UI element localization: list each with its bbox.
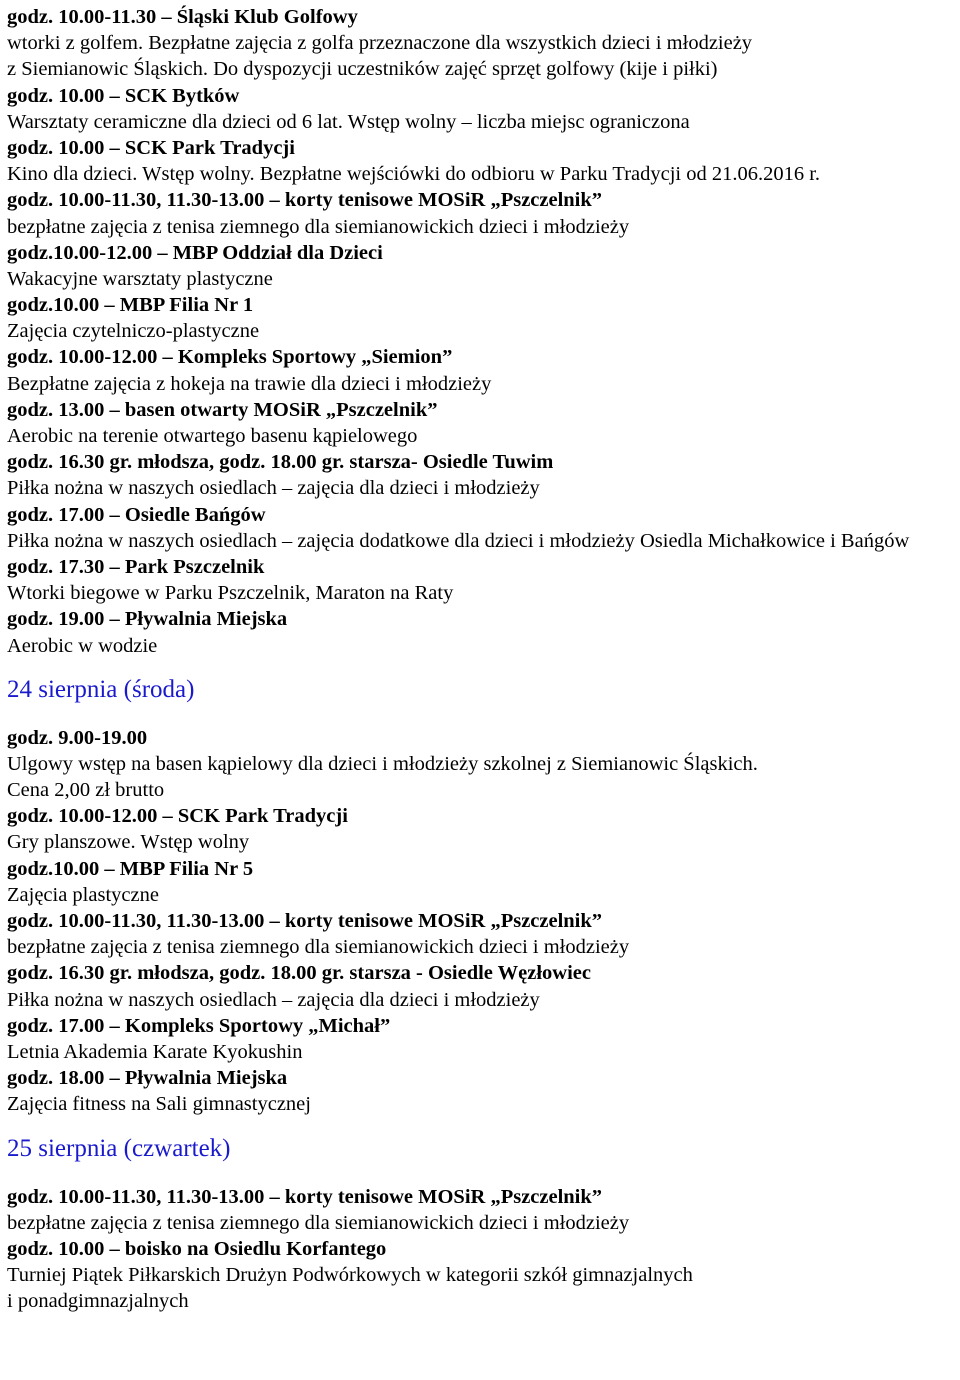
event-description: Cena 2,00 zł brutto — [7, 779, 165, 802]
event-description: wtorki z golfem. Bezpłatne zajęcia z golfa przeznaczone dla wszystkich dzieci i młodzieży — [7, 32, 753, 55]
event-time-venue: godz. 16.30 gr. młodsza, godz. 18.00 gr. starsza - Osiedle Węzłowiec — [7, 962, 591, 985]
event-description: Letnia Akademia Karate Kyokushin — [7, 1040, 303, 1063]
event-time-venue: godz. 10.00-12.00 – SCK Park Tradycji — [7, 805, 348, 828]
event-time-venue: godz. 17.00 – Kompleks Sportowy „Michał” — [7, 1014, 391, 1037]
event-time-venue: godz. 13.00 – basen otwarty MOSiR „Pszczelnik” — [7, 398, 438, 421]
event-time-venue: godz. 18.00 – Pływalnia Miejska — [7, 1067, 288, 1090]
event-time-venue: godz.10.00 – MBP Filia Nr 5 — [7, 857, 254, 880]
event-description: Wakacyjne warsztaty plastyczne — [7, 267, 273, 290]
event-description: bezpłatne zajęcia z tenisa ziemnego dla siemianowickich dzieci i młodzieży — [7, 936, 630, 959]
event-time-venue: godz. 10.00-12.00 – Kompleks Sportowy „Siemion” — [7, 346, 453, 369]
event-time-venue: godz. 10.00 – boisko na Osiedlu Korfantego — [7, 1237, 387, 1260]
event-description: Aerobic na terenie otwartego basenu kąpielowego — [7, 425, 418, 447]
event-description: Gry planszowe. Wstęp wolny — [7, 831, 250, 854]
event-description: i ponadgimnazjalnych — [7, 1290, 189, 1313]
event-time-venue: godz. 17.30 – Park Pszczelnik — [7, 555, 265, 578]
event-time-venue: godz. 10.00 – SCK Park Tradycji — [7, 136, 295, 159]
event-description: Wtorki biegowe w Parku Pszczelnik, Maraton na Raty — [7, 582, 454, 605]
event-time-venue: godz. 10.00-11.30, 11.30-13.00 – korty tenisowe MOSiR „Pszczelnik” — [7, 1185, 603, 1208]
event-description: Bezpłatne zajęcia z hokeja na trawie dla dzieci i młodzieży — [7, 372, 492, 395]
event-time-venue: godz. 9.00-19.00 — [7, 726, 148, 749]
event-description: Zajęcia plastyczne — [7, 883, 159, 906]
event-description: bezpłatne zajęcia z tenisa ziemnego dla siemianowickich dzieci i młodzieży — [7, 1211, 630, 1234]
event-time-venue: godz.10.00 – MBP Filia Nr 1 — [7, 294, 254, 317]
event-time-venue: godz. 19.00 – Pływalnia Miejska — [7, 608, 288, 631]
event-description: Piłka nożna w naszych osiedlach – zajęcia dla dzieci i młodzieży — [7, 477, 540, 500]
event-description: Piłka nożna w naszych osiedlach – zajęcia dodatkowe dla dzieci i młodzieży Osiedla Michałkowice i Bańgów — [7, 529, 910, 552]
event-description: Warsztaty ceramiczne dla dzieci od 6 lat. Wstęp wolny – liczba miejsc ograniczona — [7, 110, 690, 133]
event-time-venue: godz. 10.00 – SCK Bytków — [7, 84, 240, 107]
event-description: bezpłatne zajęcia z tenisa ziemnego dla siemianowickich dzieci i młodzieży — [7, 215, 630, 238]
event-description: Aerobic w wodzie — [7, 634, 158, 657]
event-time-venue: godz. 10.00-11.30 – Śląski Klub Golfowy — [7, 6, 358, 28]
event-description: Turniej Piątek Piłkarskich Drużyn Podwórkowych w kategorii szkół gimnazjalnych — [7, 1264, 693, 1287]
event-time-venue: godz. 10.00-11.30, 11.30-13.00 – korty tenisowe MOSiR „Pszczelnik” — [7, 910, 603, 933]
event-description: Zajęcia czytelniczo-plastyczne — [7, 320, 260, 343]
event-schedule-document — [7, 4, 957, 1314]
event-time-venue: godz.10.00-12.00 – MBP Oddział dla Dzieci — [7, 241, 383, 264]
day-heading: 24 sierpnia (środa) — [7, 675, 195, 703]
event-description: Zajęcia fitness na Sali gimnastycznej — [7, 1093, 311, 1116]
event-time-venue: godz. 10.00-11.30, 11.30-13.00 – korty tenisowe MOSiR „Pszczelnik” — [7, 189, 603, 212]
event-time-venue: godz. 16.30 gr. młodsza, godz. 18.00 gr. starsza- Osiedle Tuwim — [7, 451, 554, 474]
day-heading: 25 sierpnia (czwartek) — [7, 1134, 231, 1162]
event-time-venue: godz. 17.00 – Osiedle Bańgów — [7, 503, 266, 526]
event-description: Ulgowy wstęp na basen kąpielowy dla dzieci i młodzieży szkolnej z Siemianowic Śląskich. — [7, 752, 758, 775]
event-description: Kino dla dzieci. Wstęp wolny. Bezpłatne wejściówki do odbioru w Parku Tradycji od 21.06.2016 r. — [7, 163, 821, 186]
event-description: z Siemianowic Śląskich. Do dyspozycji uczestników zajęć sprzęt golfowy (kije i piłki) — [7, 58, 718, 81]
event-description: Piłka nożna w naszych osiedlach – zajęcia dla dzieci i młodzieży — [7, 988, 540, 1011]
